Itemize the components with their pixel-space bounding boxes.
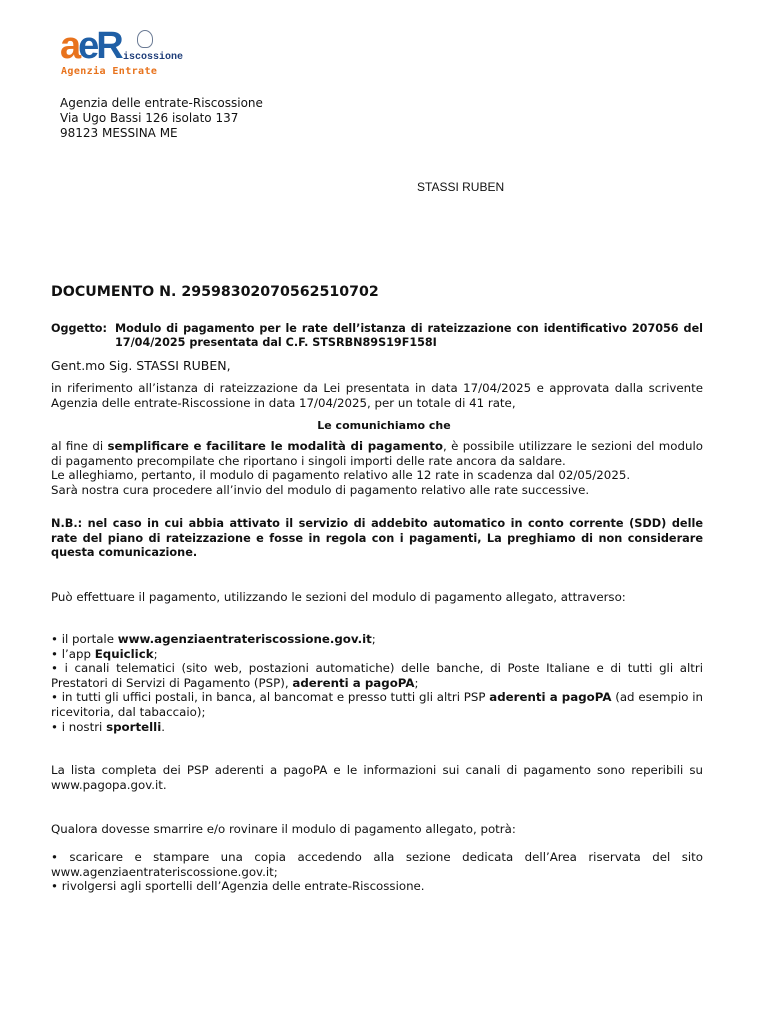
- payment-intro: Può effettuare il pagamento, utilizzando le sezioni del modulo di pagamento allegato, attraverso:: [51, 590, 626, 604]
- body-p1-emphasis: semplificare e facilitare le modalità di pagamento: [107, 439, 443, 453]
- republic-emblem-icon: [137, 30, 153, 48]
- recipient-name: STASSI RUBEN: [417, 180, 505, 194]
- sender-line-3: 98123 MESSINA ME: [60, 126, 178, 140]
- payment-method-portal: • il portale www.agenziaentrateriscossione.gov.it;: [51, 632, 376, 646]
- body-paragraph: [51, 439, 703, 497]
- lost-module-options: [51, 850, 703, 894]
- payment-method-counters: • i nostri sportelli.: [51, 719, 166, 734]
- subject-line-1: Modulo di pagamento per le rate dell’istanza di rateizzazione con identificativo 207056 del: [115, 322, 703, 335]
- lost-option-download: • scaricare e stampare una copia accedendo alla sezione dedicata dell’Area riservata del sito www.agenziaentrateriscossione.gov.it;: [51, 850, 703, 879]
- nb-notice: N.B.: nel caso in cui abbia attivato il servizio di addebito automatico in conto corrente (SDD) delle rate del piano di rateizzazione e fosse in regola con i pagamenti, La preghiamo di non considerare questa comunicazione.: [51, 517, 703, 560]
- agenzia-entrate-riscossione-logo: [60, 26, 210, 80]
- intro-paragraph: in riferimento all’istanza di rateizzazione da Lei presentata in data 17/04/2025 e approvata dalla scrivente Agenzia delle entrate-Riscossione in data 17/04/2025, per un totale di 41 rate,: [51, 381, 703, 410]
- greeting: Gent.mo Sig. STASSI RUBEN,: [51, 358, 231, 373]
- portal-link[interactable]: www.agenziaentrateriscossione.gov.it: [117, 632, 372, 646]
- document-number: DOCUMENTO N. 29598302070562510702: [51, 284, 379, 300]
- body-p1: al fine di semplificare e facilitare le modalità di pagamento, è possibile utilizzare le sezioni del modulo di pagamento precompilate che riportano i singoli importi delle rate ancora da saldare.: [51, 439, 703, 468]
- body-p2: Le alleghiamo, pertanto, il modulo di pagamento relativo alle 12 rate in scadenza dal 02/05/2025.: [51, 468, 631, 482]
- logo-mark: aeR: [60, 25, 121, 67]
- payment-methods-list: [51, 632, 703, 734]
- lost-module-intro: Qualora dovesse smarrire e/o rovinare il modulo di pagamento allegato, potrà:: [51, 822, 516, 836]
- body-p3: Sarà nostra cura procedere all’invio del modulo di pagamento relativo alle rate successive.: [51, 482, 590, 497]
- logo-riscossione-text: iscossione: [123, 52, 184, 63]
- logo-agenzia-entrate-text: Agenzia Entrate: [61, 66, 158, 77]
- sender-line-1: Agenzia delle entrate-Riscossione: [60, 96, 263, 110]
- subject-label: Oggetto:: [51, 322, 107, 335]
- payment-method-offices: • in tutti gli uffici postali, in banca, al bancomat e presso tutti gli altri PSP aderenti a pagoPA (ad esempio in ricevitoria, dal tabaccaio);: [51, 690, 703, 719]
- lost-option-counters: • rivolgersi agli sportelli dell’Agenzia delle entrate-Riscossione.: [51, 879, 425, 894]
- subject-block: [51, 322, 703, 350]
- psp-list-paragraph: La lista completa dei PSP aderenti a pagoPA e le informazioni sui canali di pagamento sono reperibili su www.pagopa.gov.it.: [51, 763, 703, 792]
- sender-line-2: Via Ugo Bassi 126 isolato 137: [60, 111, 239, 125]
- payment-method-online-channels: • i canali telematici (sito web, postazioni automatiche) delle banche, di Poste Italiane e di tutti gli altri Prestatori di Servizi di Pagamento (PSP), aderenti a pagoPA;: [51, 661, 703, 690]
- sender-address: [60, 96, 263, 141]
- communication-heading: Le comunichiamo che: [317, 419, 451, 432]
- payment-method-app: • l’app Equiclick;: [51, 646, 158, 661]
- subject-line-2: 17/04/2025 presentata dal C.F. STSRBN89S19F158I: [115, 336, 437, 349]
